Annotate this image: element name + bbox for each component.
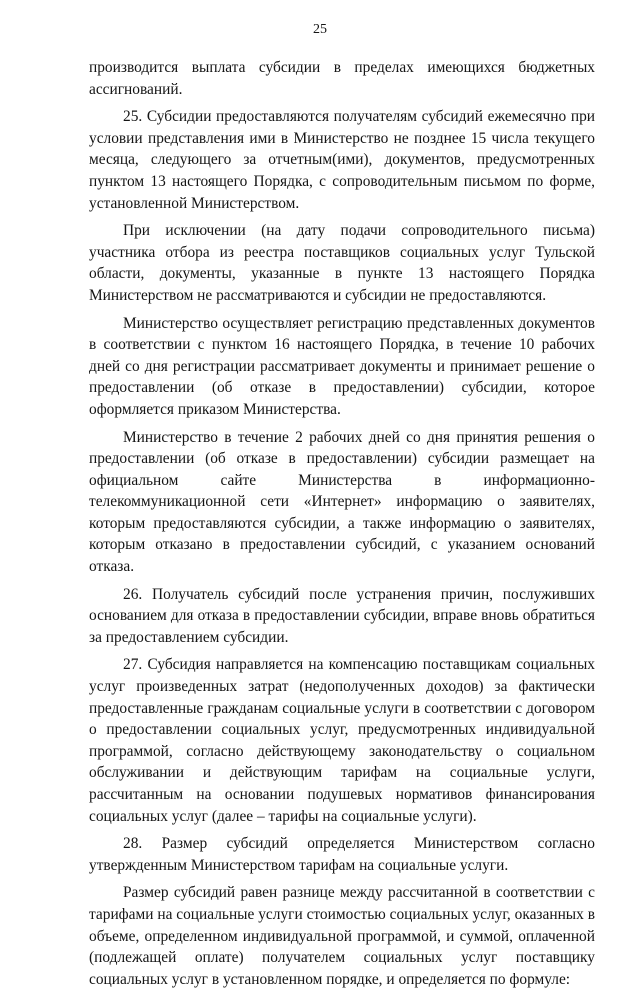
- paragraph-clause-27: 27. Субсидия направляется на компенсацию поставщикам социальных услуг произведенных затрат (недополученных доходов) за фактически предоставленные гражданам социальные услуги в соответствии с договором о предоставлении социальных услуг, предусмотренных индивидуальной программой, согласно действующему законодательству о социальном обслуживании и действующим тарифам на социальные услуги, рассчитанным на основании подушевых нормативов финансирования социальных услуг (далее – тарифы на социальные услуги).: [89, 656, 595, 825]
- paragraph-formula-intro: Размер субсидий равен разнице между рассчитанной в соответствии с тарифами на социальные услуги стоимостью социальных услуг, оказанных в объеме, определенном индивидуальной программой, и суммой, оплаченной (подлежащей оплате) получателем социальных услуг поставщику социальных услуг в установленном порядке, и определяется по формуле:: [89, 884, 595, 988]
- document-body: [89, 57, 595, 990]
- paragraph-continuation: производится выплата субсидии в пределах имеющихся бюджетных ассигнований.: [89, 59, 595, 98]
- paragraph-publication: Министерство в течение 2 рабочих дней со дня принятия решения о предоставлении (об отказе в предоставлении) субсидии размещает на официальном сайте Министерства в информационно-телекоммуникационной сети «Интернет» информацию о заявителях, которым предоставляются субсидии, а также информацию о заявителях, которым отказано в предоставлении субсидий, с указанием оснований отказа.: [89, 428, 595, 576]
- paragraph-registration: Министерство осуществляет регистрацию представленных документов в соответствии с пунктом 16 настоящего Порядка, в течение 10 рабочих дней со дня регистрации рассматривает документы и принимает решение о предоставлении (об отказе в предоставлении) субсидии, которое оформляется приказом Министерства.: [89, 314, 595, 418]
- paragraph-exclusion: При исключении (на дату подачи сопроводительного письма) участника отбора из реестра поставщиков социальных услуг Тульской области, документы, указанные в пункте 13 настоящего Порядка Министерством не рассматриваются и субсидии не предоставляются.: [89, 222, 595, 304]
- page-number: 25: [313, 22, 327, 37]
- paragraph-clause-26: 26. Получатель субсидий после устранения причин, послуживших основанием для отказа в предоставлении субсидии, вправе вновь обратиться за предоставлением субсидии.: [89, 585, 595, 646]
- paragraph-clause-25: 25. Субсидии предоставляются получателям субсидий ежемесячно при условии представления ими в Министерство не позднее 15 числа текущего месяца, следующего за отчетным(ими), документов, предусмотренных пунктом 13 настоящего Порядка, с сопроводительным письмом по форме, установленной Министерством.: [89, 108, 595, 212]
- paragraph-clause-28: 28. Размер субсидий определяется Министерством согласно утвержденным Министерством тарифам на социальные услуги.: [89, 835, 595, 874]
